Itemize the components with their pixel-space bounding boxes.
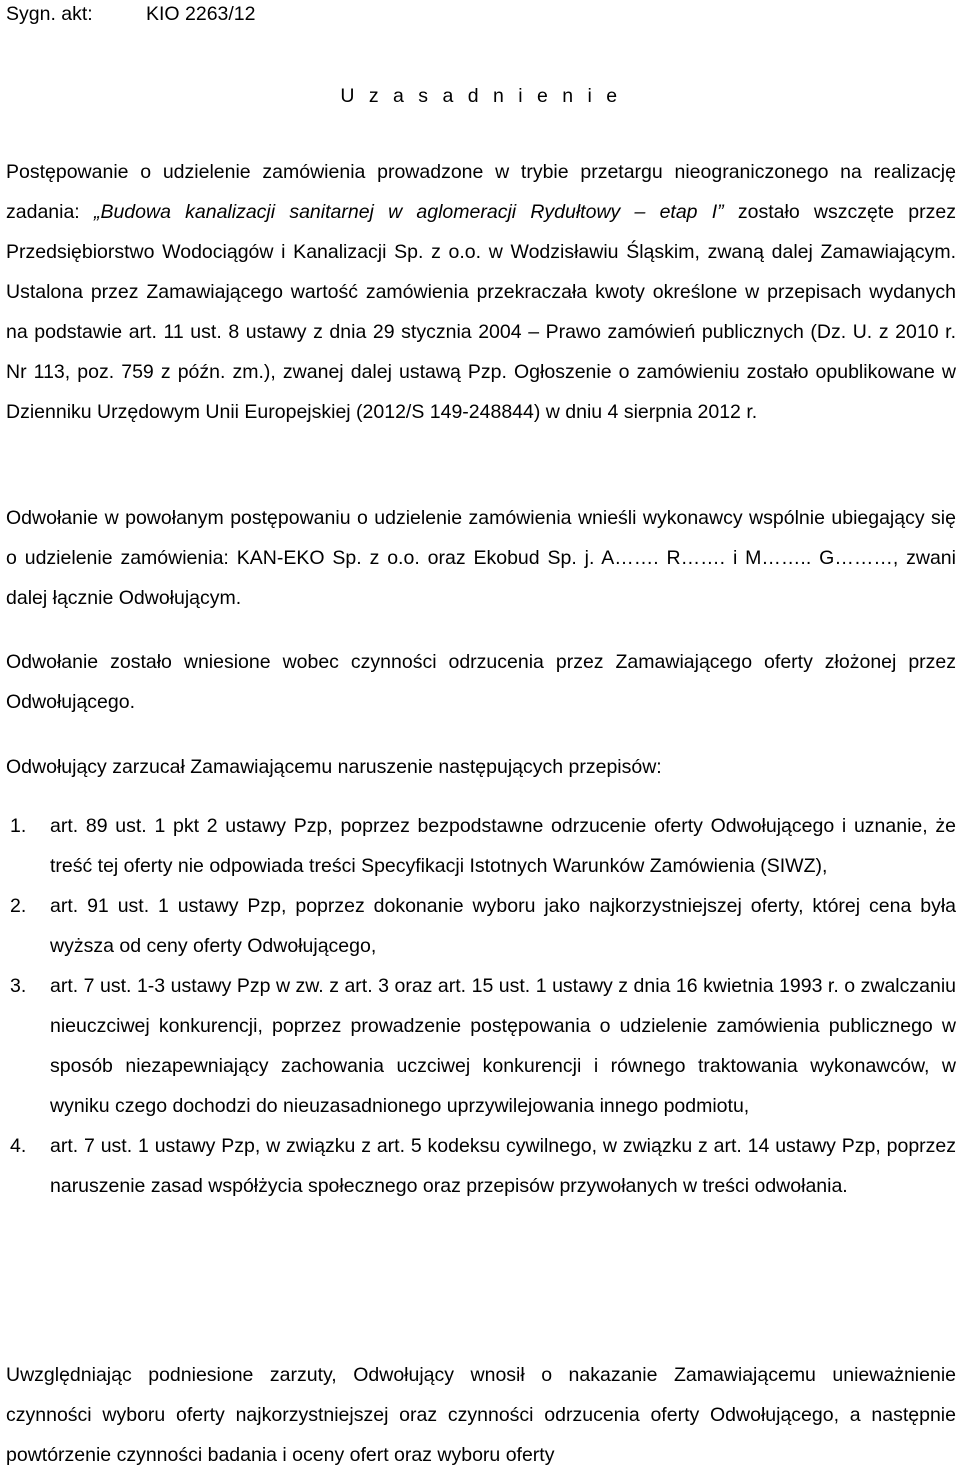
list-item-number: 2. — [10, 895, 27, 917]
list-item-number: 1. — [10, 815, 27, 837]
contract-name: „Budowa kanalizacji sanitarnej w aglomeracji Rydułtowy – etap I” — [93, 201, 724, 223]
paragraph-introduction — [6, 152, 956, 432]
signature-value: KIO 2263/12 — [146, 3, 256, 25]
charges-list — [6, 806, 956, 1206]
list-item-text: art. 7 ust. 1-3 ustawy Pzp w zw. z art. 3 oraz art. 15 ust. 1 ustawy z dnia 16 kwietnia 1993 r. o zwalczaniu nieuczciwej konkurencji, poprzez prowadzenie postępowania o udzielenie zamówienia publicznego w sposób niezapewniający zachowania uczciwej konkurencji i równego traktowania wykonawców, w wyniku czego dochodzi do nieuzasadnionego uprzywilejowania innego podmiotu, — [50, 975, 956, 1117]
list-item-text: art. 7 ust. 1 ustawy Pzp, w związku z art. 5 kodeksu cywilnego, w związku z art. 14 ustawy Pzp, poprzez naruszenie zasad współżycia społecznego oraz przepisów przywołanych w treści odwołania. — [50, 1135, 956, 1197]
paragraph-appeal: Odwołanie w powołanym postępowaniu o udzielenie zamówienia wnieśli wykonawcy wspólnie ubiegający się o udzielenie zamówienia: KAN-EKO Sp. z o.o. oraz Ekobud Sp. j. A……. R……. i M…….. G………, zwani dalej łącznie Odwołującym. — [6, 507, 956, 609]
paragraph-charges-intro: Odwołujący zarzucał Zamawiającemu naruszenie następujących przepisów: — [6, 756, 662, 778]
paragraph-introduction-text-a: Postępowanie o udzielenie zamówienia prowadzone w trybie przetargu nieograniczonego na realizację zadania: — [6, 161, 956, 223]
list-item — [6, 806, 956, 886]
list-item — [6, 966, 956, 1126]
case-signature — [6, 0, 256, 34]
list-item-number: 3. — [10, 975, 27, 997]
list-item — [6, 1126, 956, 1206]
list-item-number: 4. — [10, 1135, 27, 1157]
paragraph-introduction-text-b: zostało wszczęte przez Przedsiębiorstwo Wodociągów i Kanalizacji Sp. z o.o. w Wodzisławiu Śląskim, zwaną dalej Zamawiającym. Ustalona przez Zamawiającego wartość zamówienia przekraczała kwoty określone w przepisach wydanych na podstawie art. 11 ust. 8 ustawy z dnia 29 stycznia 2004 – Prawo zamówień publicznych (Dz. U. z 2010 r. Nr 113, poz. 759 z późn. zm.), zwanej dalej ustawą Pzp. Ogłoszenie o zamówieniu zostało opublikowane w Dzienniku Urzędowym Unii Europejskiej (2012/S 149-248844) w dniu 4 sierpnia 2012 r. — [6, 201, 956, 423]
paragraph-requests: Uwzględniając podniesione zarzuty, Odwołujący wnosił o nakazanie Zamawiającemu unieważnienie czynności wyboru oferty najkorzystniejszej oraz czynności odrzucenia oferty Odwołującego, a następnie powtórzenie czynności badania i oceny ofert oraz wyboru oferty — [6, 1364, 956, 1466]
list-item — [6, 886, 956, 966]
paragraph-appeal-subject: Odwołanie zostało wniesione wobec czynności odrzucenia przez Zamawiającego oferty złożonej przez Odwołującego. — [6, 651, 956, 713]
signature-label: Sygn. akt: — [6, 3, 93, 25]
document-title: U z a s a d n i e n i e — [340, 85, 622, 107]
list-item-text: art. 89 ust. 1 pkt 2 ustawy Pzp, poprzez bezpodstawne odrzucenie oferty Odwołującego i uznanie, że treść tej oferty nie odpowiada treści Specyfikacji Istotnych Warunków Zamówienia (SIWZ), — [50, 815, 956, 877]
list-item-text: art. 91 ust. 1 ustawy Pzp, poprzez dokonanie wyboru jako najkorzystniejszej oferty, której cena była wyższa od ceny oferty Odwołującego, — [50, 895, 956, 957]
